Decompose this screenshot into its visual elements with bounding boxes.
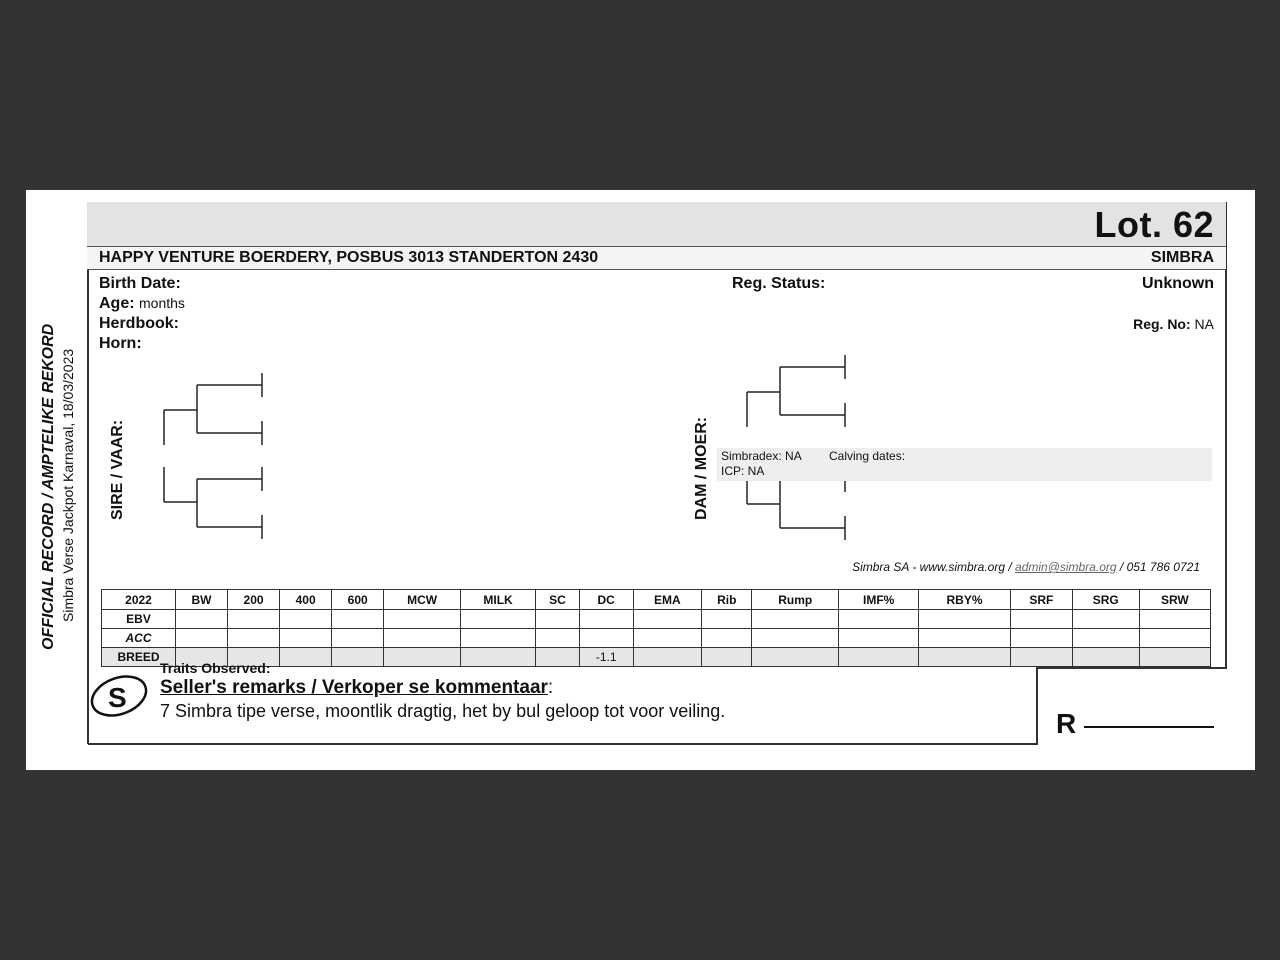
herdbook-label: Herdbook: — [99, 315, 179, 332]
ebv-cell — [536, 610, 580, 629]
contact-line — [852, 560, 1200, 574]
reg-no-label: Reg. No: — [1133, 316, 1191, 332]
breed-name: SIMBRA — [1150, 249, 1214, 266]
breed-cell — [280, 648, 332, 667]
ebv-cell — [919, 610, 1011, 629]
breed-cell — [384, 648, 461, 667]
ebv-col-header: SRF — [1010, 590, 1072, 610]
ebv-cell — [702, 610, 752, 629]
calving-dates: Calving dates: — [829, 449, 906, 463]
acc-cell — [332, 629, 384, 648]
contact-phone: / 051 786 0721 — [1116, 560, 1200, 574]
ebv-col-header: SRG — [1072, 590, 1139, 610]
ebv-col-header: MCW — [384, 590, 461, 610]
acc-cell — [919, 629, 1011, 648]
ebv-header-row — [102, 590, 1211, 610]
ebv-cell — [752, 610, 839, 629]
ebv-row — [102, 610, 1211, 629]
dam-label: DAM / MOER: — [693, 416, 710, 520]
acc-row-label: ACC — [102, 629, 176, 648]
ebv-cell — [1010, 610, 1072, 629]
acc-cell — [633, 629, 702, 648]
ebv-cell — [332, 610, 384, 629]
remarks-colon: : — [547, 677, 554, 698]
age-value: months — [139, 295, 185, 311]
farm-band — [87, 247, 1226, 270]
lot-card — [87, 202, 1226, 744]
simbradex: Simbradex: NA — [721, 449, 802, 463]
acc-cell — [1139, 629, 1210, 648]
ebv-col-header: DC — [579, 590, 633, 610]
ebv-col-header: Rump — [752, 590, 839, 610]
breed-cell — [461, 648, 536, 667]
acc-cell — [280, 629, 332, 648]
price-currency: R — [1056, 708, 1077, 739]
acc-cell — [1010, 629, 1072, 648]
sire-label: SIRE / VAAR: — [109, 419, 126, 520]
acc-cell — [176, 629, 228, 648]
ebv-cell — [1072, 610, 1139, 629]
lot-number: Lot. 62 — [1094, 204, 1214, 245]
reg-status-value: Unknown — [1142, 275, 1214, 292]
acc-cell — [1072, 629, 1139, 648]
breed-cell: -1.1 — [579, 648, 633, 667]
traits-observed-label: Traits Observed: — [160, 660, 271, 676]
ebv-col-header: BW — [176, 590, 228, 610]
ebv-row-label: EBV — [102, 610, 176, 629]
acc-cell — [579, 629, 633, 648]
ebv-cell — [384, 610, 461, 629]
ebv-col-header: MILK — [461, 590, 536, 610]
ebv-year: 2022 — [102, 590, 176, 610]
ebv-cell — [839, 610, 919, 629]
ebv-cell — [228, 610, 280, 629]
ebv-cell — [1139, 610, 1210, 629]
breed-cell — [1010, 648, 1072, 667]
ebv-cell — [633, 610, 702, 629]
breed-cell — [1072, 648, 1139, 667]
ebv-col-header: EMA — [633, 590, 702, 610]
ebv-table — [101, 589, 1211, 667]
official-record-label: OFFICIAL RECORD / AMPTELIKE REKORD — [40, 323, 57, 650]
breed-cell — [919, 648, 1011, 667]
remarks-text: 7 Simbra tipe verse, moontlik dragtig, het by bul geloop tot voor veiling. — [160, 701, 726, 721]
ebv-cell — [579, 610, 633, 629]
ebv-col-header: SRW — [1139, 590, 1210, 610]
reg-status-label: Reg. Status: — [732, 275, 826, 292]
breed-cell — [839, 648, 919, 667]
remarks-title-row — [160, 677, 553, 699]
horn-label: Horn: — [99, 335, 142, 352]
breed-cell — [633, 648, 702, 667]
ebv-col-header: Rib — [702, 590, 752, 610]
ebv-col-header: IMF% — [839, 590, 919, 610]
acc-cell — [536, 629, 580, 648]
simbra-s-logo-icon — [87, 672, 153, 722]
ebv-col-header: SC — [536, 590, 580, 610]
birth-date-label: Birth Date: — [99, 275, 181, 292]
acc-cell — [702, 629, 752, 648]
ebv-col-header: 200 — [228, 590, 280, 610]
acc-cell — [384, 629, 461, 648]
breed-cell — [536, 648, 580, 667]
sire-pedigree-tree — [147, 357, 277, 547]
icp: ICP: NA — [721, 464, 765, 478]
age-row — [99, 295, 185, 313]
ebv-cell — [461, 610, 536, 629]
breed-cell — [1139, 648, 1210, 667]
price-blank-line[interactable] — [1084, 726, 1214, 728]
ebv-cell — [280, 610, 332, 629]
dam-pedigree-tree — [732, 342, 862, 552]
acc-cell — [461, 629, 536, 648]
acc-row — [102, 629, 1211, 648]
reg-no — [1133, 316, 1214, 332]
sellers-remarks-title: Seller's remarks / Verkoper se kommentaar — [160, 677, 548, 698]
contact-prefix: Simbra SA - www.simbra.org / — [852, 560, 1016, 574]
contact-email-link[interactable]: admin@simbra.org — [1015, 560, 1117, 574]
reg-no-value: NA — [1194, 316, 1214, 332]
breed-row-label: BREED — [102, 648, 176, 667]
acc-cell — [839, 629, 919, 648]
ebv-cell — [176, 610, 228, 629]
sale-name-date: Simbra Verse Jackpot Karnaval, 18/03/2023 — [60, 348, 76, 622]
lot-header-band — [87, 202, 1226, 247]
acc-cell — [752, 629, 839, 648]
ebv-col-header: 600 — [332, 590, 384, 610]
logo-letter: S — [108, 682, 127, 713]
acc-cell — [228, 629, 280, 648]
ebv-col-header: RBY% — [919, 590, 1011, 610]
farm-name: HAPPY VENTURE BOERDERY, POSBUS 3013 STANDERTON 2430 — [99, 249, 599, 266]
breed-cell — [702, 648, 752, 667]
breed-cell — [752, 648, 839, 667]
ebv-col-header: 400 — [280, 590, 332, 610]
breed-cell — [332, 648, 384, 667]
catalogue-page — [26, 190, 1255, 770]
age-label: Age: — [99, 295, 135, 312]
